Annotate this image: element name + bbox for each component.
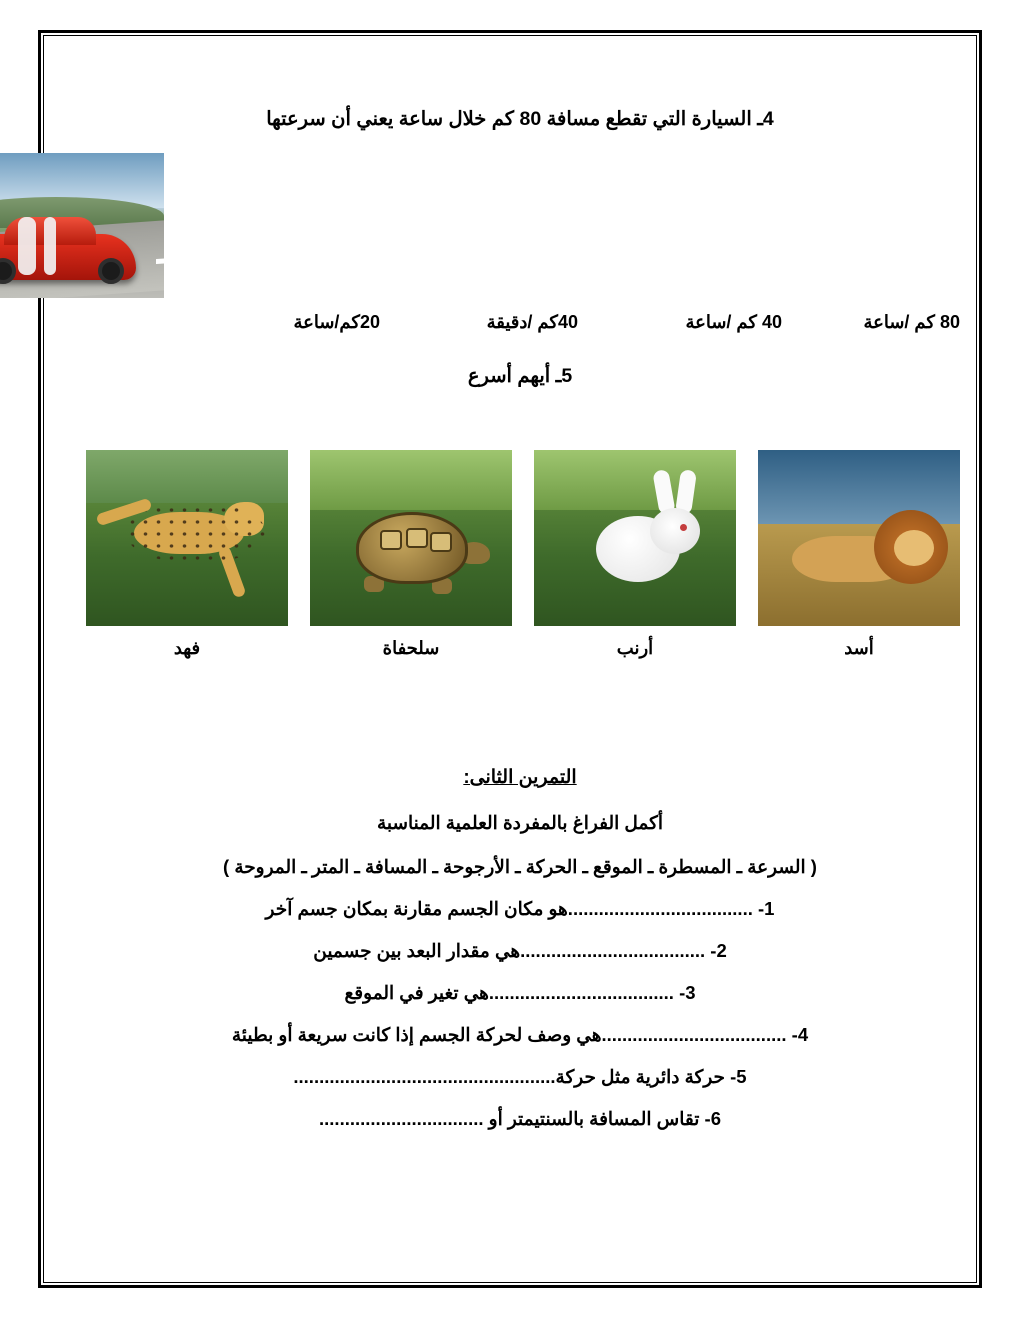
animal-label-lion: أسد (844, 638, 874, 658)
word-bank: ( السرعة ـ المسطرة ـ الموقع ـ الحركة ـ الأرجوحة ـ المسافة ـ المتر ـ المروحة ) (223, 856, 817, 877)
exercise-2-title-text: التمرين الثانى: (463, 767, 577, 788)
question-4-text: 4ـ السيارة التي تقطع مسافة 80 كم خلال ساعة يعني أن سرعتها (266, 108, 774, 130)
exercise-2-instruction: أكمل الفراغ بالمفردة العلمية المناسبة (376, 812, 664, 833)
exercise-2-title (80, 766, 960, 789)
question-4-options (80, 312, 960, 342)
animal-images (80, 450, 960, 630)
rabbit-image (534, 450, 736, 626)
blank-item-2[interactable]: 2- ....................................هي مقدار البعد بين جسمين (313, 940, 727, 961)
page-content (60, 50, 960, 1270)
animal-labels (80, 638, 960, 664)
fill-in-blank-list (80, 898, 960, 1150)
blank-item-3[interactable]: 3- ....................................هي تغير في الموقع (344, 982, 696, 1003)
animal-label-rabbit: أرنب (616, 638, 654, 658)
option-1[interactable]: 80 كم /ساعة (863, 312, 960, 332)
blank-item-1[interactable]: 1- ....................................هو مكان الجسم مقارنة بمكان جسم آخر (265, 898, 775, 919)
option-2[interactable]: 40 كم /ساعة (685, 312, 782, 332)
lion-image (758, 450, 960, 626)
car-image (0, 153, 164, 298)
blank-item-5[interactable]: 5- حركة دائرية مثل حركة................................................... (293, 1066, 747, 1087)
animal-label-cheetah: فهد (173, 638, 201, 658)
option-4[interactable]: 20كم/ساعة (293, 312, 380, 332)
animal-label-tortoise: سلحفاة (382, 638, 440, 658)
cheetah-image (86, 450, 288, 626)
blank-item-6[interactable]: 6- تقاس المسافة بالسنتيمتر أو ................................ (319, 1108, 721, 1129)
blank-item-4[interactable]: 4- ....................................هي وصف لحركة الجسم إذا كانت سريعة أو بطيئة (231, 1024, 809, 1045)
question-5-text: 5ـ أيهم أسرع (467, 365, 573, 387)
tortoise-image (310, 450, 512, 626)
option-3[interactable]: 40كم /دقيقة (486, 312, 578, 332)
